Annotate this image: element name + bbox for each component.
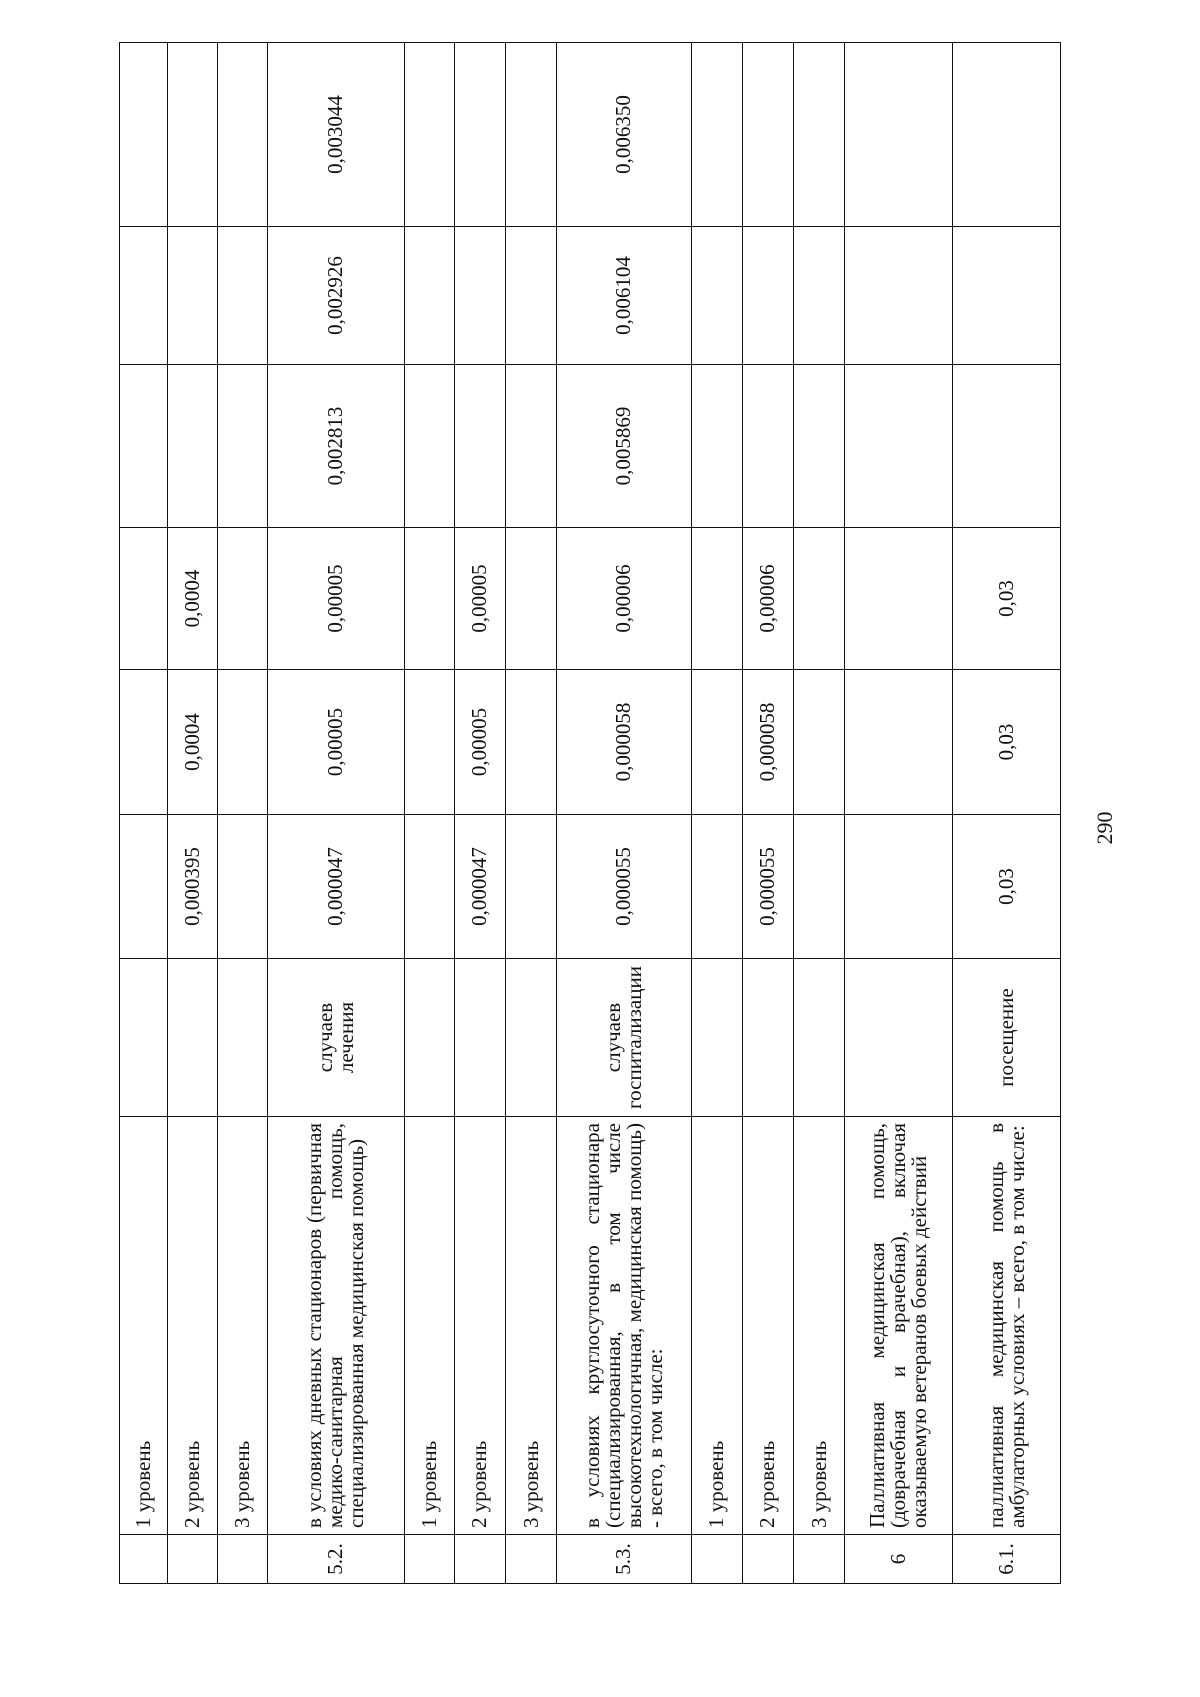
value-cell — [845, 815, 953, 959]
value-cell — [505, 815, 556, 959]
value-cell — [454, 43, 505, 227]
value-cell — [953, 43, 1061, 227]
rotated-page-content — [119, 43, 1061, 1584]
page-number-text: 290 — [1092, 811, 1117, 845]
value-cell: 0,0004 — [167, 528, 217, 670]
value-cell — [167, 43, 217, 227]
value-cell — [793, 43, 844, 227]
value-cell — [793, 815, 844, 959]
value-cell: 0,003044 — [267, 43, 404, 227]
value-cell — [953, 227, 1061, 365]
value-cell — [691, 43, 742, 227]
value-cell — [167, 365, 217, 528]
row-number — [120, 1535, 168, 1584]
value-cell: 0,000047 — [267, 815, 404, 959]
value-cell — [845, 528, 953, 670]
row-number — [404, 1535, 454, 1584]
row-unit — [167, 959, 217, 1117]
value-cell — [953, 365, 1061, 528]
row-name: паллиативная медицинская помощь в амбулаторных условиях – всего, в том числе: — [953, 1117, 1061, 1535]
row-name: 2 уровень — [742, 1117, 793, 1535]
row-name: 1 уровень — [691, 1117, 742, 1535]
row-unit: посещение — [953, 959, 1061, 1117]
value-cell — [217, 365, 267, 528]
value-cell: 0,006104 — [557, 227, 692, 365]
value-cell — [793, 365, 844, 528]
value-cell — [691, 227, 742, 365]
row-number: 5.2. — [267, 1535, 404, 1584]
value-cell — [505, 365, 556, 528]
row-number — [454, 1535, 505, 1584]
value-cell — [793, 528, 844, 670]
row-number: 6.1. — [953, 1535, 1061, 1584]
row-unit: случаев лечения — [267, 959, 404, 1117]
value-cell — [404, 43, 454, 227]
value-cell: 0,0004 — [167, 670, 217, 815]
value-cell — [167, 227, 217, 365]
row-number — [167, 1535, 217, 1584]
value-cell — [217, 670, 267, 815]
table-row — [217, 43, 267, 1584]
row-name: 3 уровень — [505, 1117, 556, 1535]
value-cell — [404, 815, 454, 959]
row-unit — [217, 959, 267, 1117]
value-cell — [404, 528, 454, 670]
value-cell — [742, 365, 793, 528]
value-cell — [793, 227, 844, 365]
value-cell: 0,03 — [953, 528, 1061, 670]
value-cell — [742, 227, 793, 365]
row-number — [691, 1535, 742, 1584]
row-name: 2 уровень — [454, 1117, 505, 1535]
value-cell — [793, 670, 844, 815]
table-row — [404, 43, 454, 1584]
value-cell: 0,03 — [953, 815, 1061, 959]
value-cell — [691, 815, 742, 959]
value-cell: 0,000055 — [557, 815, 692, 959]
value-cell — [120, 670, 168, 815]
table-row — [845, 43, 953, 1584]
table-row — [267, 43, 404, 1584]
value-cell: 0,00006 — [557, 528, 692, 670]
row-unit — [742, 959, 793, 1117]
table-row — [167, 43, 217, 1584]
value-cell: 0,006350 — [557, 43, 692, 227]
value-cell — [454, 227, 505, 365]
row-name: в условиях круглосуточного стационара (специализированная, в том числе высокотехнологичная, медицинская помощь) - всего, в том числе: — [557, 1117, 692, 1535]
row-unit — [845, 959, 953, 1117]
value-cell — [505, 528, 556, 670]
value-cell: 0,000395 — [167, 815, 217, 959]
row-name: в условиях дневных стационаров (первичная медико-санитарная помощь, специализированная медицинская помощь) — [267, 1117, 404, 1535]
row-name: 3 уровень — [217, 1117, 267, 1535]
value-cell — [845, 227, 953, 365]
value-cell — [845, 365, 953, 528]
value-cell: 0,000055 — [742, 815, 793, 959]
row-unit — [120, 959, 168, 1117]
value-cell — [404, 227, 454, 365]
value-cell — [120, 227, 168, 365]
indicators-table — [119, 42, 1061, 1584]
table-row — [953, 43, 1061, 1584]
row-number: 6 — [845, 1535, 953, 1584]
value-cell — [217, 227, 267, 365]
row-unit — [691, 959, 742, 1117]
row-name: 3 уровень — [793, 1117, 844, 1535]
row-unit — [793, 959, 844, 1117]
page-number — [1092, 808, 1132, 868]
row-unit — [404, 959, 454, 1117]
row-unit: случаев госпитализации — [557, 959, 692, 1117]
value-cell — [505, 227, 556, 365]
value-cell: 0,00005 — [267, 670, 404, 815]
row-unit — [454, 959, 505, 1117]
table-row — [691, 43, 742, 1584]
row-number — [793, 1535, 844, 1584]
row-number: 5.3. — [557, 1535, 692, 1584]
value-cell — [217, 815, 267, 959]
value-cell: 0,000058 — [742, 670, 793, 815]
table-row — [120, 43, 168, 1584]
value-cell — [845, 670, 953, 815]
value-cell: 0,000058 — [557, 670, 692, 815]
value-cell — [691, 670, 742, 815]
table-row — [793, 43, 844, 1584]
table-row — [742, 43, 793, 1584]
table-row — [505, 43, 556, 1584]
value-cell — [404, 365, 454, 528]
row-number — [505, 1535, 556, 1584]
value-cell: 0,00005 — [454, 528, 505, 670]
value-cell — [454, 365, 505, 528]
value-cell — [120, 815, 168, 959]
value-cell: 0,005869 — [557, 365, 692, 528]
value-cell: 0,002926 — [267, 227, 404, 365]
row-name: Паллиативная медицинская помощь, (доврачебная и врачебная), включая оказываемую ветеранов боевых действий — [845, 1117, 953, 1535]
value-cell — [691, 365, 742, 528]
row-number — [217, 1535, 267, 1584]
table-row — [557, 43, 692, 1584]
value-cell — [845, 43, 953, 227]
value-cell — [742, 43, 793, 227]
table-row — [454, 43, 505, 1584]
value-cell: 0,00006 — [742, 528, 793, 670]
value-cell — [120, 528, 168, 670]
value-cell — [505, 670, 556, 815]
value-cell: 0,002813 — [267, 365, 404, 528]
value-cell: 0,03 — [953, 670, 1061, 815]
row-name: 2 уровень — [167, 1117, 217, 1535]
value-cell — [404, 670, 454, 815]
value-cell — [217, 43, 267, 227]
value-cell — [691, 528, 742, 670]
row-name: 1 уровень — [404, 1117, 454, 1535]
value-cell — [120, 365, 168, 528]
value-cell — [217, 528, 267, 670]
value-cell: 0,00005 — [267, 528, 404, 670]
value-cell — [120, 43, 168, 227]
row-number — [742, 1535, 793, 1584]
value-cell: 0,00005 — [454, 670, 505, 815]
row-unit — [505, 959, 556, 1117]
row-name: 1 уровень — [120, 1117, 168, 1535]
value-cell: 0,000047 — [454, 815, 505, 959]
value-cell — [505, 43, 556, 227]
